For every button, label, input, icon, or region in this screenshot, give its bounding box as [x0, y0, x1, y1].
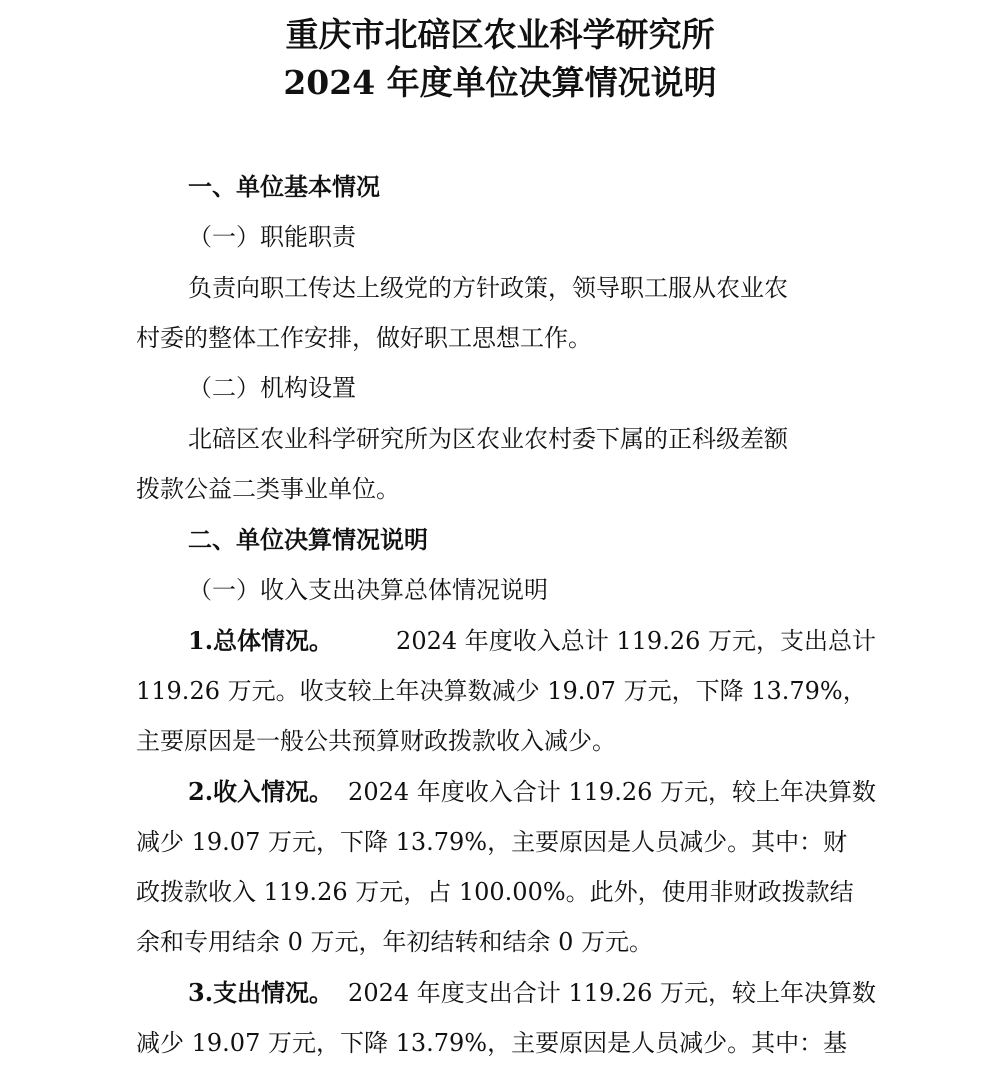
overall-label: 1.总体情况。: [188, 626, 334, 655]
subheading-duties: （一）职能职责: [188, 223, 356, 251]
overall-line-1: [188, 616, 876, 666]
overall-line-3: 主要原因是一般公共预算财政拨款收入减少。: [136, 727, 616, 755]
subheading-organization: （二）机构设置: [188, 374, 356, 402]
income-line-2: 减少 19.07 万元，下降 13.79%，主要原因是人员减少。其中：财: [136, 828, 848, 856]
income-line-4: 余和专用结余 0 万元，年初结转和结余 0 万元。: [136, 928, 654, 956]
organization-line-2: 拨款公益二类事业单位。: [136, 475, 400, 503]
expense-text: 2024 年度支出合计 119.26 万元，较上年决算数: [348, 979, 876, 1007]
expense-label: 3.支出情况。: [188, 978, 334, 1007]
section-heading-1: 一、单位基本情况: [188, 172, 380, 201]
overall-line-2: 119.26 万元。收支较上年决算数减少 19.07 万元，下降 13.79%，: [136, 677, 867, 705]
document-title-line2: 2024 年度单位决算情况说明: [283, 63, 717, 102]
duties-line-1: 负责向职工传达上级党的方针政策，领导职工服从农业农: [188, 274, 788, 302]
expense-line-2: 减少 19.07 万元，下降 13.79%，主要原因是人员减少。其中：基: [136, 1029, 848, 1057]
section-heading-2: 二、单位决算情况说明: [188, 525, 428, 554]
income-line-3: 政拨款收入 119.26 万元，占 100.00%。此外，使用非财政拨款结: [136, 878, 854, 906]
subheading-overview: （一）收入支出决算总体情况说明: [188, 576, 548, 604]
duties-line-2: 村委的整体工作安排，做好职工思想工作。: [136, 324, 592, 352]
document-title-line1: 重庆市北碚区农业科学研究所: [285, 15, 715, 54]
expense-line-1: [188, 968, 876, 1018]
overall-text: 2024 年度收入总计 119.26 万元，支出总计: [396, 627, 876, 655]
income-label: 2.收入情况。: [188, 777, 334, 806]
organization-line-1: 北碚区农业科学研究所为区农业农村委下属的正科级差额: [188, 425, 788, 453]
income-line-1: [188, 767, 876, 817]
income-text: 2024 年度收入合计 119.26 万元，较上年决算数: [348, 778, 876, 806]
